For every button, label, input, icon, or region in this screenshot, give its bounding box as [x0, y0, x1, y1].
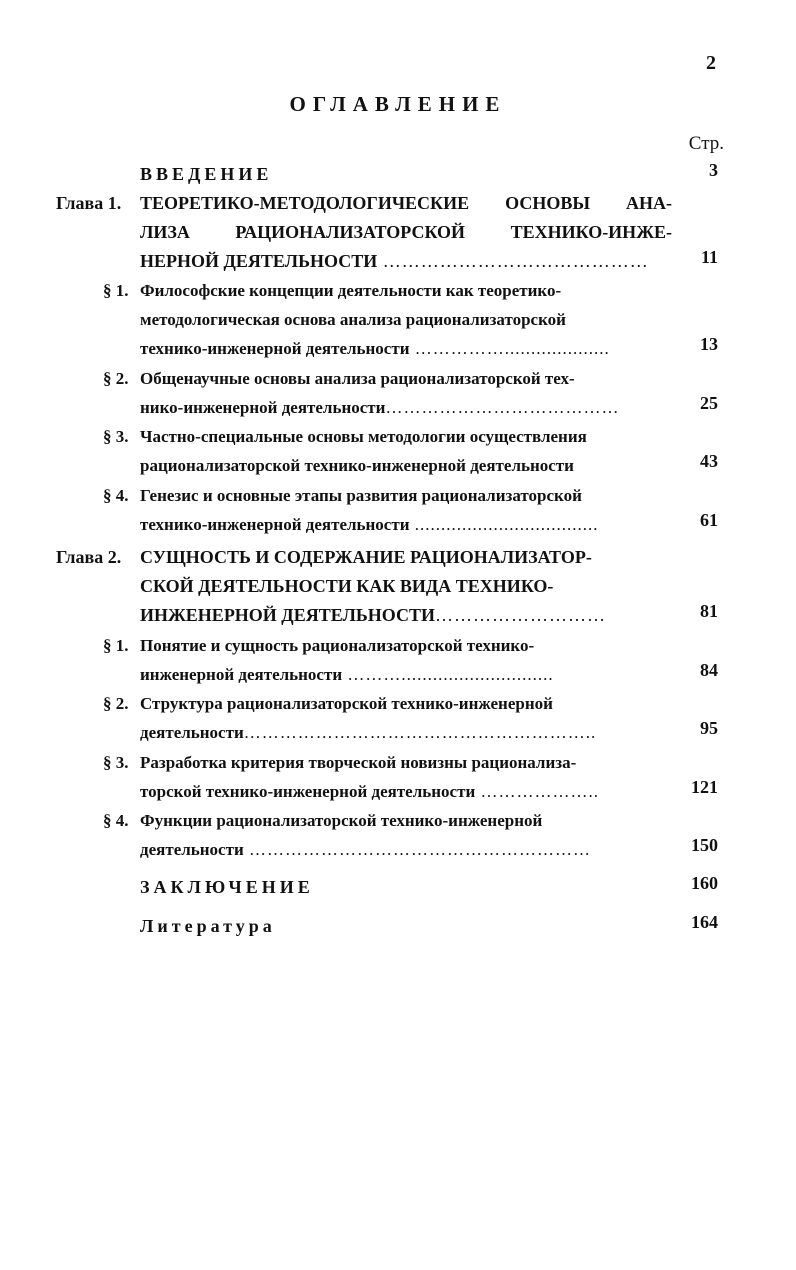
- toc-page: 61: [700, 510, 718, 530]
- section-title: Генезис и основные этапы развития рационализаторской технико-инженерной деятельности ...................................: [140, 486, 599, 534]
- section-label: § 4.: [103, 811, 129, 830]
- section-title: Понятие и сущность рационализаторской технико- инженерной деятельности ……….............................: [140, 636, 554, 684]
- section-title: Философские концепции деятельности как теоретико- методологическая основа анализа рационализаторской технико-инженерной деятельности ……………....................: [140, 281, 610, 358]
- toc-page: 95: [700, 718, 718, 738]
- toc-page-literature: 164: [691, 912, 718, 932]
- section-label: § 2.: [103, 694, 129, 713]
- page-column-header: Стр.: [688, 133, 724, 154]
- toc-entry-intro: ВВЕДЕНИЕ: [140, 164, 273, 184]
- chapter-title: СУЩНОСТЬ И СОДЕРЖАНИЕ РАЦИОНАЛИЗАТОР- СКОЙ ДЕЯТЕЛЬНОСТИ КАК ВИДА ТЕХНИКО- ИНЖЕНЕРНОЙ ДЕЯТЕЛЬНОСТИ………………………: [140, 547, 607, 625]
- toc-page: 81: [700, 601, 718, 621]
- section-label: § 1.: [103, 636, 129, 655]
- toc-page: 43: [700, 451, 718, 471]
- toc-page: 11: [700, 247, 718, 267]
- toc-page: 25: [700, 393, 718, 413]
- section-title: Разработка критерия творческой новизны рационализа- торской технико-инженерной деятельности ………………..: [140, 753, 599, 801]
- page-number: 2: [706, 52, 716, 74]
- section-title: Общенаучные основы анализа рационализаторской тех- нико-инженерной деятельности…………………………………: [140, 369, 620, 417]
- toc-entry-literature: Литература: [140, 916, 276, 936]
- toc-page: 150: [691, 835, 718, 855]
- toc-page-conclusion: 160: [691, 873, 718, 893]
- toc-page: 13: [700, 334, 718, 354]
- section-label: § 1.: [103, 281, 129, 300]
- section-label: § 2.: [103, 369, 129, 388]
- section-label: § 3.: [103, 427, 129, 446]
- section-title: Структура рационализаторской технико-инженерной деятельности…………………………………………………..: [140, 694, 597, 742]
- toc-entry-conclusion: ЗАКЛЮЧЕНИЕ: [140, 877, 314, 897]
- chapter-label: Глава 2.: [56, 547, 122, 567]
- toc-page-intro: 3: [709, 160, 718, 180]
- chapter-label: Глава 1.: [56, 193, 122, 213]
- toc-page: 84: [700, 660, 718, 680]
- section-label: § 3.: [103, 753, 129, 772]
- toc-page: 121: [691, 777, 718, 797]
- chapter-title: ТЕОРЕТИКО-МЕТОДОЛОГИЧЕСКИЕ ОСНОВЫ АНА- ЛИЗА РАЦИОНАЛИЗАТОРСКОЙ ТЕХНИКО-ИНЖЕ- НЕРНОЙ ДЕЯТЕЛЬНОСТИ ……………………………………: [140, 193, 672, 271]
- section-title: Функции рационализаторской технико-инженерной деятельности …………………………………………………: [140, 811, 592, 859]
- section-title: Частно-специальные основы методологии осуществления рационализаторской технико-инженерной деятельности: [140, 427, 587, 475]
- toc-title: ОГЛАВЛЕНИЕ: [289, 92, 507, 116]
- section-label: § 4.: [103, 486, 129, 505]
